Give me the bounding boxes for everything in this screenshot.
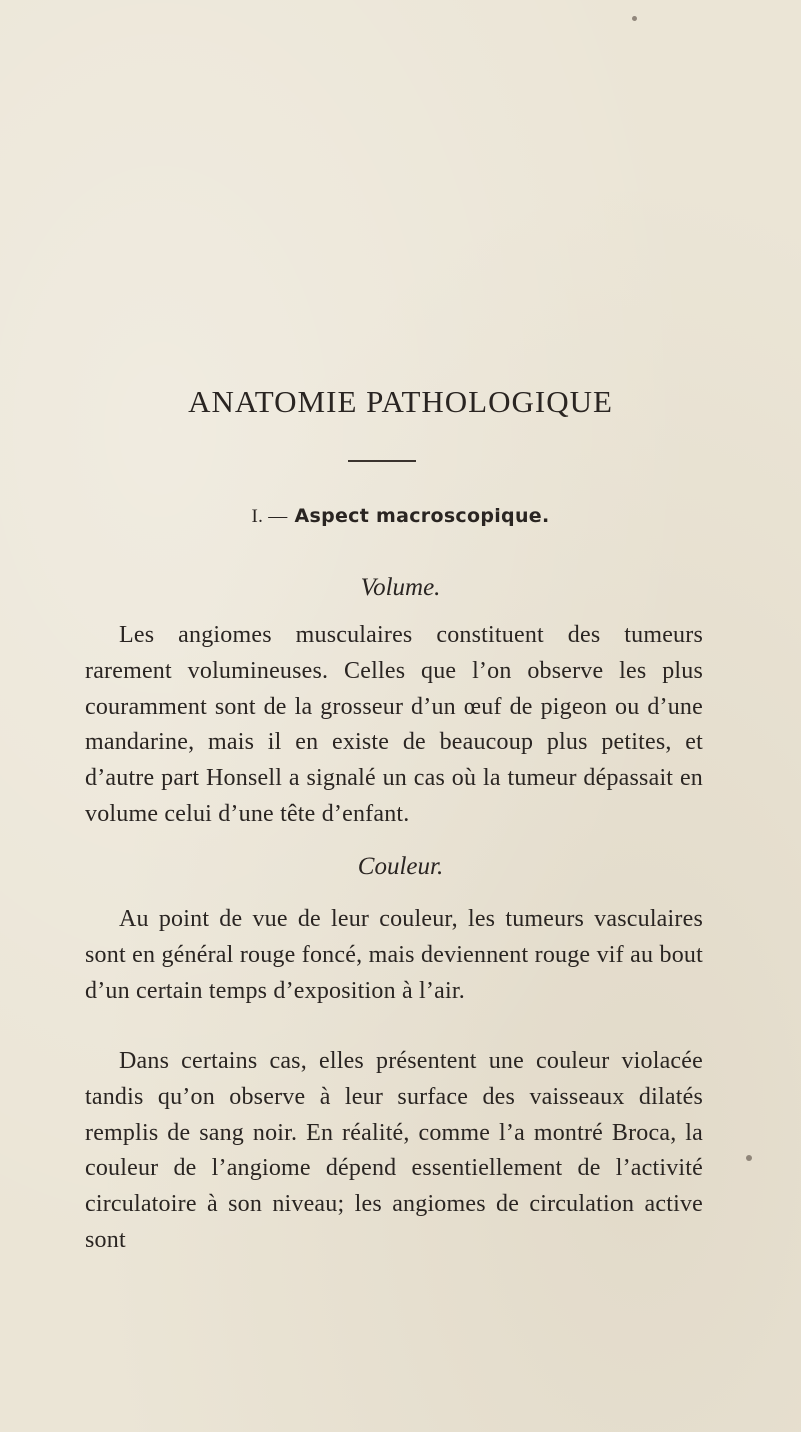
couleur-subheading: Couleur. bbox=[357, 853, 444, 880]
couleur-paragraph-2: Dans certains cas, elles présentent une couleur violacée tandis qu’on observe à leur surface des vaisseaux dilatés remplis de sang noir. En réalité, comme l’a montré Broca, la couleur de l’angiome dépend essentiellement de l’activité circulatoire à son niveau; les angiomes de circulation active sont bbox=[85, 1048, 703, 1253]
subsection-number: I. — bbox=[251, 506, 288, 527]
ink-speck bbox=[632, 16, 637, 21]
section-heading: ANATOMIE PATHOLOGIQUE bbox=[188, 384, 613, 419]
subsection-label: Aspect macroscopique. bbox=[294, 505, 550, 527]
volume-paragraph: Les angiomes musculaires constituent des tumeurs rarement volumineuses. Celles que l’on observe les plus couramment sont de la grosseur d’un œuf de pigeon ou d’une mandarine, mais il en existe de beaucoup plus petites, et d’autre part Honsell a signalé un cas où la tumeur dépassait en volume celui d’une tête d’enfant. bbox=[85, 622, 703, 827]
subsection-title bbox=[0, 505, 801, 528]
couleur-paragraph-1: Au point de vue de leur couleur, les tumeurs vasculaires sont en général rouge foncé, mais deviennent rouge vif au bout d’un certain temps d’exposition à l’air. bbox=[85, 906, 703, 1004]
volume-subheading: Volume. bbox=[360, 574, 441, 601]
ink-speck bbox=[746, 1155, 752, 1161]
divider-rule bbox=[348, 460, 416, 462]
